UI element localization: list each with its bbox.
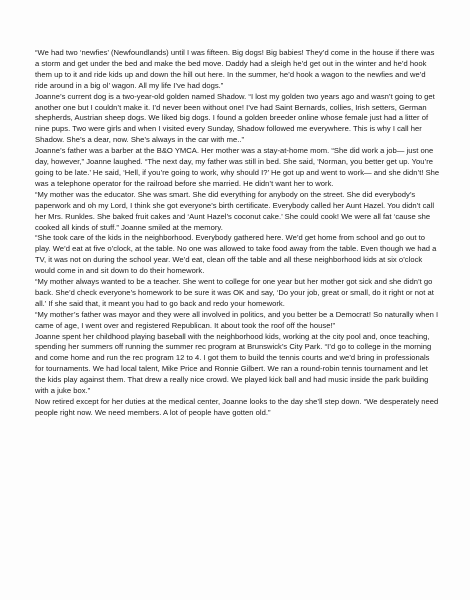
paragraph-politics: “My mother’s father was mayor and they were all involved in politics, and you better be a Democrat! So naturally when I came of age, I went over and registered Republican. It about took the roof off the house!”	[35, 309, 439, 330]
document-body	[35, 48, 440, 419]
paragraph-shadow: Joanne’s current dog is a two-year-old golden named Shadow. “I lost my golden two years ago and wasn’t going to get another one but I couldn’t make it. I’d never been without one! I’ve had Saint Bernards, collies, Irish setters, German shepherds, Austrian sheep dogs. We liked big dogs. I found a golden breeder online whose female just had a litter of nine pups. Two were girls and when I visited every Sunday, Shadow followed me everywhere. This is why I call her Shadow. She’s a dear, now. She’s always in the car with me..”	[35, 91, 435, 145]
paragraph-mother-educator: “My mother was the educator. She was smart. She did everything for anybody on the street. She did everybody’s paperwork and oh my Lord, I think she got everyone’s birth certificate. Everybody called her Aunt Hazel. You didn’t call her Mrs. Runkles. She baked fruit cakes and ‘Aunt Hazel’s coconut cake.’ She could cook! We were all fat ‘cause she cooked all kinds of stuff.” Joanne smiled at the memory.	[35, 189, 435, 232]
paragraph-retired: Now retired except for her duties at the medical center, Joanne looks to the day she’ll step down. “We desperately need people right now. We need members. A lot of people have gotten old.”	[35, 397, 439, 417]
paragraph-childhood: Joanne spent her childhood playing baseball with the neighborhood kids, working at the city pool and, once teaching, spending her summers off running the summer rec program at Brunswick’s City Park. “I’d go to college in the morning and come home and run the rec program 12 to 4. I got them to build the tennis courts and we’d bring in professionals for tournaments. We had local talent, Mike Price and Ronnie Gilbert. We ran a round-robin tennis tournament and let the kids play against them. That drew a really nice crowd. We played kick ball and had music inside the park building with a juke box.”	[35, 331, 432, 396]
paragraph-father-barber: Joanne’s father was a barber at the B&O YMCA. Her mother was a stay-at-home mom. “She did work a job— just one day, however,” Joanne laughed. “The next day, my father was still in bed. She said, ‘Norman, you better get up. You’re going to be late.’ He said, ‘Hell, if you’re going to work, why should I?’ He got up and went to work— and she didn’t! She was a telephone operator for the railroad before she married. He didn’t want her to work.	[35, 146, 440, 188]
paragraph-newfies: “We had two ‘newfies’ (Newfoundlands) until I was fifteen. Big dogs! Big babies! They’d come in the house if there was a storm and get under the bed and make the bed move. Daddy had a sleigh he’d get out in the winter and he’d hook them up to it and ride kids up and down the hill out here. In the summer, he’d hook a wagon to the newfies and we’d ride around in a big ol’ wagon. All my life I’ve had dogs.”	[35, 48, 435, 90]
paragraph-mother-teacher: “My mother always wanted to be a teacher. She went to college for one year but her mother got sick and she didn’t go back. She’d check everyone’s homework to be sure it was OK and say, ‘Do your job, great or small, do it right or not at all.’ If she said that, it meant you had to go back and redo your homework.	[35, 277, 434, 308]
paragraph-neighborhood-kids: “She took care of the kids in the neighborhood. Everybody gathered here. We’d get home from school and go out to play. We’d eat at five o’clock, at the table. No one was allowed to take food away from the table. Even though we had a TV, it was not on during the school year. We’d eat, clean off the table and all these neighborhood kids at six o’clock would come in and sit down to do their homework.	[35, 233, 437, 276]
